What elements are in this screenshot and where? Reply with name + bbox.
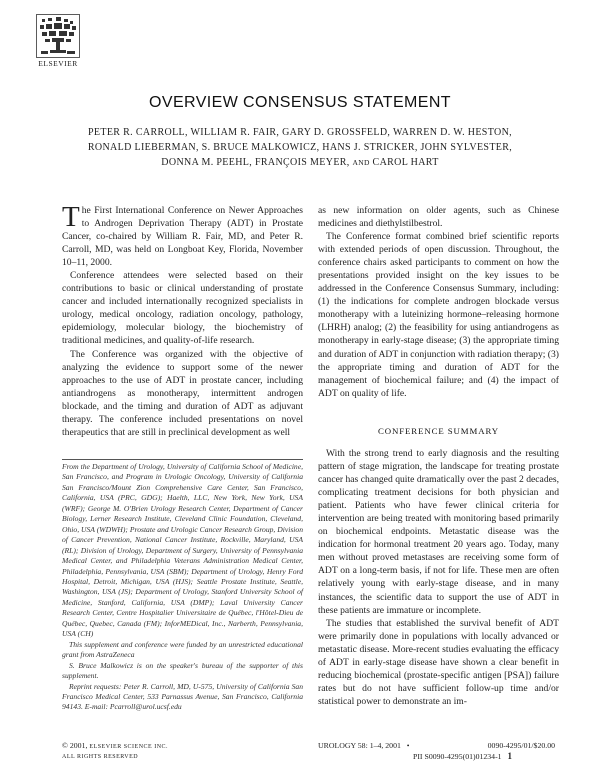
footer-copyright <box>62 741 168 762</box>
footer-citation <box>318 741 559 762</box>
copyright-text: © 2001, <box>62 741 88 750</box>
pii: PII S0090-4295(01)01234-1 <box>413 752 502 761</box>
elsevier-tree-icon <box>36 14 80 58</box>
footnote-divider <box>62 459 303 460</box>
author-line-1: PETER R. CARROLL, WILLIAM R. FAIR, GARY D. GROSSFELD, WARREN D. W. HESTON, <box>88 127 512 138</box>
issn: 0090-4295/01/$20.00 <box>487 741 555 750</box>
journal-name: UROLOGY <box>318 741 356 750</box>
footnote-reprint: Reprint requests: Peter R. Carroll, MD, U-575, University of California San Francisco Medical Center, 533 Parnassus Avenue, San Francisco, California 94143. E-mail: Pcarroll@urol.ucsf.edu <box>62 681 303 712</box>
publisher-name: ELSEVIER <box>38 59 78 68</box>
body-paragraph-1 <box>62 201 303 269</box>
page-number: 1 <box>507 751 512 761</box>
journal-volume: 58: 1–4, 2001 <box>357 741 401 750</box>
author-list <box>60 125 540 170</box>
footnote-disclosure: S. Bruce Malkowicz is on the speaker's bureau of the supporter of this supplement. <box>62 660 303 681</box>
footnote-funding: This supplement and conference were funded by an unrestricted educational grant from AstraZeneca <box>62 639 303 660</box>
journal-citation <box>318 741 409 751</box>
footer-publisher: ELSEVIER SCIENCE INC. <box>89 744 169 750</box>
body-paragraph-6: The studies that established the survival benefit of ADT were primarily done in populations with locally advanced or metastatic disease. More-recent studies evaluating the efficacy of ADT in early-stage disease have shown a clear benefit in reducing biochemical (prostate-specific antigen [PSA]) failure rates but do not have sufficient follow-up time and/or statistical power to demonstrate an im- <box>318 617 559 707</box>
author-line-2: RONALD LIEBERMAN, S. BRUCE MALKOWICZ, HANS J. STRICKER, JOHN SYLVESTER, <box>87 142 513 153</box>
footnotes <box>62 462 303 713</box>
article-title: OVERVIEW CONSENSUS STATEMENT <box>149 94 451 111</box>
drop-cap: T <box>62 201 80 233</box>
section-heading: CONFERENCE SUMMARY <box>377 426 500 436</box>
body-paragraph-4: The Conference format combined brief scientific reports with extended periods of open discussion. Throughout, the conference chairs asked participants to comment on how the presentations provided insight on the key issues to be addressed in the Conference Consensus Summary, including: (1) the indications for complete androgen blockade versus monotherapy with a luteinizing hormone–releasing hormone (LHRH) analog; (2) the feasibility for using antiandrogens as monotherapy in early-stage disease; (3) the appropriate timing and duration of ADT in conjunction with radiation therapy; (3) the appropriate timing and duration of ADT for the management of biochemical failure; and (4) the impact of ADT on quality of life. <box>318 231 559 399</box>
footnote-affiliations: From the Department of Urology, University of California School of Medicine, San Francisco, and Program in Urologic Oncology, University of California San Francisco/Mount Zion Comprehensive Care Center, San Francisco, California, USA (PRC, GDG); Haelth, LLC, New York, New York, USA (WRF); George M. O'Brien Urology Research Center, Department of Cancer Biology, Lerner Research Institute, Cleveland Clinic Foundation, Cleveland, Ohio, USA (WDWH); Prostate and Urologic Cancer Research Group, Division of Cancer Prevention, National Cancer Institute, Rockville, Maryland, USA (RL); Division of Urology, Department of Surgery, University of Pennsylvania Medical Center, and Philadelphia Veterans Administration Medical Center, Philadelphia, Pennsylvania, USA (SBM); Department of Urology, Henry Ford Hospital, Detroit, Michigan, USA (HJS); Seattle Prostate Institute, Seattle, Washington, USA (JS); Department of Urology, Stanford University School of Medicine, Stanford, California, USA (DMP); Laval University Cancer Research Center, Centre Hospitalier Universitaire de Québec, l'Hôtel-Dieu de Québec, Quebec, Canada (FM); InforMEDical, Inc., Narberth, Pennsylvania, USA (CH) <box>62 462 303 639</box>
body-paragraph-3-cont: as new information on older agents, such as Chinese medicines and diethylstilbestrol. <box>318 205 559 230</box>
rights-reserved: ALL RIGHTS RESERVED <box>62 754 139 760</box>
author-line-3a: DONNA M. PEEHL, FRANÇOIS MEYER, <box>161 157 350 168</box>
body-paragraph-3: The Conference was organized with the objective of analyzing the evidence to support some of the newer approaches to the use of ADT in prostate cancer, including antiandrogens as monotherapy, intermittent androgen blockade, and the timing and duration of ADT as adjuvant therapy. The conference included presentations on novel therapeutics that are still in preclinical development as well <box>62 348 303 438</box>
body-paragraph-2: Conference attendees were selected based on their contributions to basic or clinical understanding of prostate cancer and included internationally recognized specialists in urology, medical oncology, radiation oncology, pathology, epidemiology, molecular biology, the biochemistry of traditional medicines, and quality-of-life research. <box>62 270 303 347</box>
body-column-left <box>62 201 303 439</box>
publisher-logo <box>36 14 80 68</box>
footer-bullet: • <box>406 741 410 750</box>
body-paragraph-5: With the strong trend to early diagnosis and the resulting pattern of stage migration, the landscape for treating prostate cancer has changed quite dramatically over the past 2 decades, complicating treatment decisions for both physician and patient. Patients who have fewer clinical criteria for intervention are being treated with monitoring based primarily on biochemical endpoints. Metastatic disease was the indication for hormonal treatment 20 years ago. Today, many men without proved metastases are receiving some form of ADT on a long-term basis, if not for life. These men are often relatively young with early-stage disease, and in many instances, the scientific data to support the use of ADT in these patients are immature or incomplete. <box>318 448 559 616</box>
body-paragraph-1-text: he First International Conference on Newer Approaches to Androgen Deprivation Therapy (ADT) in Prostate Cancer, co-chaired by William R. Fair, MD, and Peter R. Carroll, MD, was held on Longboat Key, Florida, November 10–11, 2000. <box>62 205 303 269</box>
author-and: AND <box>352 158 370 167</box>
author-line-3b: CAROL HART <box>372 157 439 168</box>
body-column-right <box>318 204 559 400</box>
author-line-3 <box>60 155 540 170</box>
body-column-right-lower <box>318 447 559 708</box>
